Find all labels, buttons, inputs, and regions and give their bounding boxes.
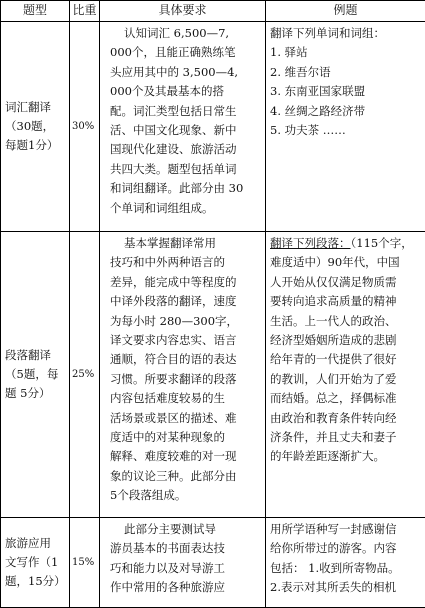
example-line: 2. 维吾尔语 — [270, 63, 422, 82]
example-line: 的年龄差距逐渐扩大。 — [270, 447, 422, 466]
requirement-line: 000个，且能正确熟练笔 — [110, 43, 262, 62]
header-examples: 例题 — [266, 1, 425, 22]
requirement-line: 解释、难度较难的对一现 — [110, 447, 262, 466]
requirement-line: 内容包括难度较易的生 — [110, 389, 262, 408]
category-cell — [1, 232, 70, 518]
category-cell — [1, 22, 70, 232]
example-line: 由政治和教育条件转向经 — [270, 409, 422, 428]
category-line: 旅游应用 — [5, 534, 69, 553]
example-line: 济条件，并且丈夫和妻子 — [270, 428, 422, 447]
example-line: 给你所带过的游客。内容 — [270, 539, 422, 558]
header-requirements: 具体要求 — [100, 1, 266, 22]
example-line: 难度适中）90年代，中国 — [270, 253, 422, 272]
requirement-line: 为每小时 280—300字， — [110, 312, 262, 331]
example-line: 给年青的一代提供了很好 — [270, 350, 422, 369]
requirement-line: 国现代化建设、旅游活动 — [110, 140, 262, 159]
category-line: 每题1分） — [5, 136, 69, 155]
category-line: 文写作（1 — [5, 553, 69, 572]
ratio-cell: 15% — [70, 518, 100, 608]
example-line: 2.表示对其所丢失的相机 — [270, 578, 422, 597]
example-line: 而结婚。总之，择偶标准 — [270, 389, 422, 408]
requirement-line: 个单词和词组组成。 — [110, 199, 262, 218]
table-row — [1, 22, 425, 232]
example-cell — [266, 22, 425, 232]
requirement-line: 000个及其最基本的搭 — [110, 82, 262, 101]
requirement-line: 此部分主要测试导 — [110, 520, 262, 539]
example-line: 1. 驿站 — [270, 43, 422, 62]
example-line: 生活。上一代人的政治、 — [270, 312, 422, 331]
ratio-cell: 30% — [70, 22, 100, 232]
requirement-line: 5个段落组成。 — [110, 486, 262, 505]
requirement-line: 配。词汇类型包括日常生 — [110, 102, 262, 121]
requirement-line: 中译外段落的翻译，速度 — [110, 292, 262, 311]
requirement-line: 头应用其中的 3,500—4, — [110, 63, 262, 82]
example-line: 5. 功夫茶 …… — [270, 121, 422, 140]
header-weight: 比重 — [70, 1, 100, 22]
requirement-line: 基本掌握翻译常用 — [110, 234, 262, 253]
category-line: （30题， — [5, 117, 69, 136]
ratio-cell: 25% — [70, 232, 100, 518]
requirement-line: 和词组翻译。此部分由 30 — [110, 179, 262, 198]
example-line: 4. 丝绸之路经济带 — [270, 102, 422, 121]
example-line: 要转向追求高质量的精神 — [270, 292, 422, 311]
category-line: 段落翻译 — [5, 346, 69, 365]
example-heading-rest: （115个字， — [351, 236, 413, 250]
example-line: 翻译下列单词和词组： — [270, 24, 422, 43]
requirement-line: 差异，能完成中等程度的 — [110, 273, 262, 292]
requirement-line: 作中常用的各种旅游应 — [110, 578, 262, 597]
requirements-cell — [100, 232, 266, 518]
requirement-line: 译文要求内容忠实、语言 — [110, 331, 262, 350]
requirement-line: 共四大类。题型包括单词 — [110, 160, 262, 179]
table-row — [1, 232, 425, 518]
requirement-line: 技巧和中外两种语言的 — [110, 253, 262, 272]
requirement-line: 活、中国文化现象、新中 — [110, 121, 262, 140]
requirement-line: 游员基本的书面表达技 — [110, 539, 262, 558]
category-cell — [1, 518, 70, 608]
example-heading-line — [270, 234, 422, 253]
example-cell — [266, 518, 425, 608]
requirement-line: 通顺，符合目的语的表达 — [110, 350, 262, 369]
requirement-line: 习惯。所要求翻译的段落 — [110, 370, 262, 389]
requirement-line: 度适中的对某种现象的 — [110, 428, 262, 447]
requirement-line: 象的议论三种。此部分由 — [110, 467, 262, 486]
category-line: 词汇翻译 — [5, 98, 69, 117]
category-line: （5题，每 — [5, 365, 69, 384]
table-header-row — [1, 1, 425, 22]
example-cell — [266, 232, 425, 518]
requirement-line: 活场景或景区的描述、难 — [110, 409, 262, 428]
category-line: 题 5分） — [5, 384, 69, 403]
example-heading: 翻译下列段落： — [270, 236, 351, 250]
requirement-line: 认知词汇 6,500—7, — [110, 24, 262, 43]
requirements-cell — [100, 22, 266, 232]
example-line: 的教训，人们开始为了爱 — [270, 370, 422, 389]
example-line: 3. 东南亚国家联盟 — [270, 82, 422, 101]
example-line: 用所学语种写一封感谢信 — [270, 520, 422, 539]
example-line: 人开始从仅仅满足物质需 — [270, 273, 422, 292]
requirement-line: 巧和能力以及对导游工 — [110, 559, 262, 578]
example-line: 经济型婚姻所造成的悲剧 — [270, 331, 422, 350]
header-type: 题型 — [1, 1, 70, 22]
requirements-cell — [100, 518, 266, 608]
category-line: 题，15分） — [5, 572, 69, 591]
example-line: 包括： 1.收到所寄物品。 — [270, 559, 422, 578]
table-row — [1, 518, 425, 608]
